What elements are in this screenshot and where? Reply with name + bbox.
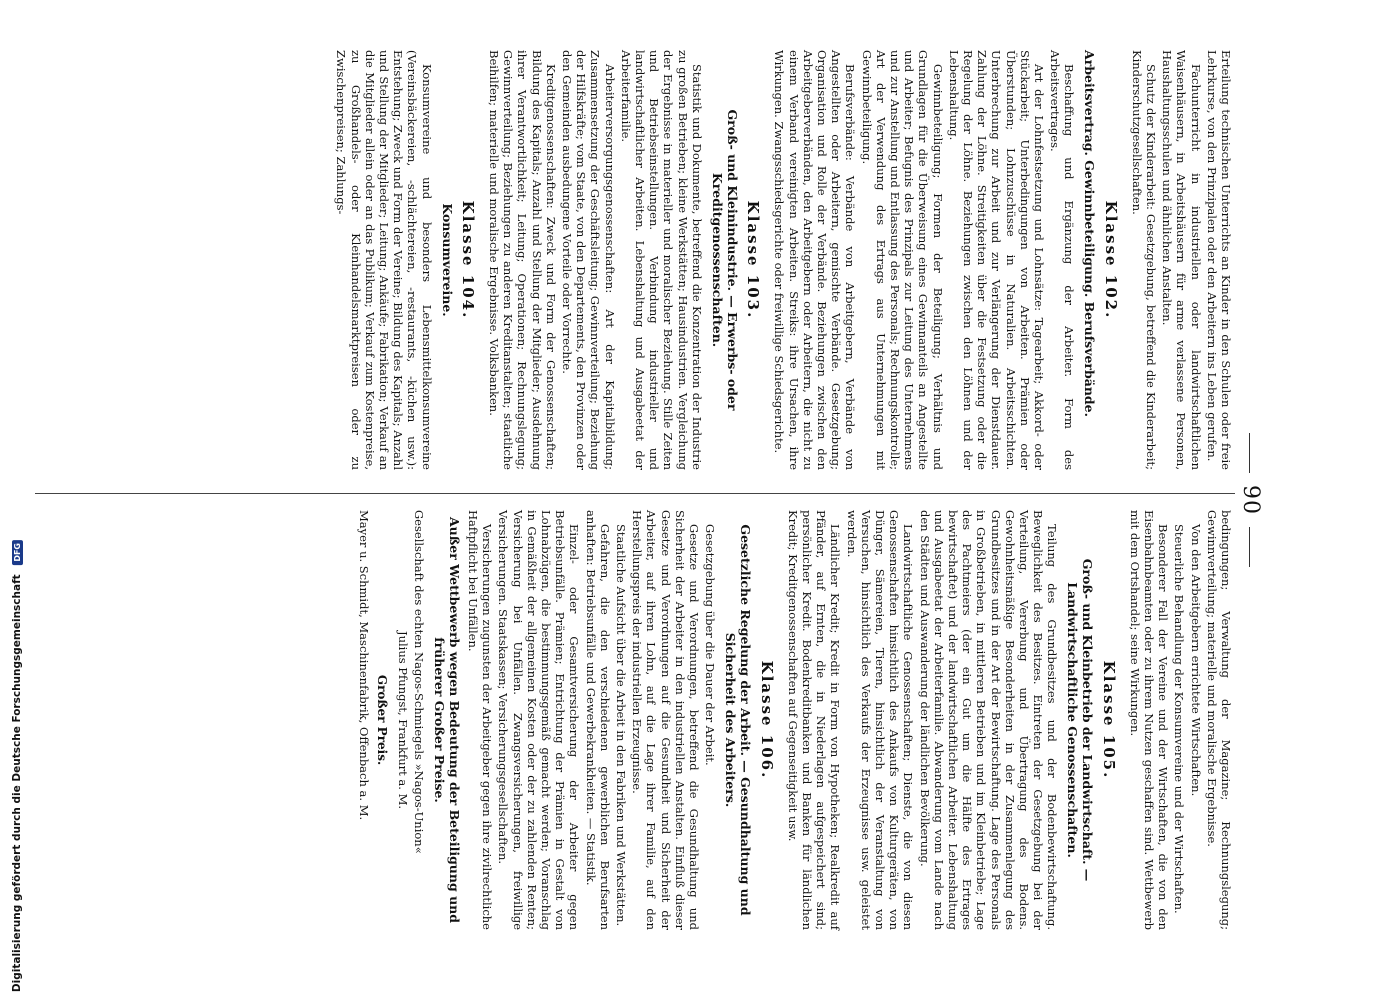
paragraph: Schutz der Kinderarbeit: Gesetzgebung, betreffend die Kinderarbeit; Kinderschutzgesellschaften. [1129,50,1158,470]
paragraph: Gesetze und Verordnungen, betreffend die Gesundhaltung und Sicherheit der Arbeiter in den industriellen Anstalten. Einfluß dieser Gesetze und Verordnungen auf die Gesundheit und Sicherheit der Arbeiter, auf ihren Lohn, auf die Lage ihrer Familie, auf den Herstellungspreis der industriellen Erzeugnisse. [630,510,702,930]
grand-prize-heading: Großer Preis. [375,674,390,766]
footer [11,0,23,1000]
paragraph: Staatliche Aufsicht über die Arbeit in den Fabriken und Werkstätten. [614,524,629,927]
prize-entry: Gesellschaft des echten Nagos-Schmiegels »Nagos-Union« [411,510,426,854]
grand-prize-entry: Mayer u. Schmidt, Maschinenfabrik, Offenbach a. M. [357,510,372,821]
footer-text: Digitalisierung gefördert durch die Deutsche Forschungsgemeinschaft DFG [11,540,23,992]
paragraph: Statistik und Dokumente, betreffend die Konzentration der Industrie zu großen Betrieben; kleine Werkstätten; Hausindustrien. Vergleichung der Ergebnisse in materieller und moralischer Beziehung. Stille Zeiten und Betriebseinstellungen. Verbindung industrieller und landwirtschaftlicher Arbeiten. Lebenshaltung und Ausgabeetat der Arbeiterfamilie. [618,50,704,470]
section-heading: Klasse 102. [1101,200,1120,320]
right-column [355,510,1233,930]
paragraph: Gefahren, die den verschiedenen gewerblichen Berufsarten anhaften: Betriebsunfälle und Gewerbekrankheiten. — Statistik. [583,510,612,930]
paragraph: Beschaffung und Ergänzung der Arbeiter. Form des Arbeitsvertrages. [1048,50,1077,470]
column-divider [35,493,1235,494]
section-title: Arbeitsvertrag. Gewinnbeteiligung. Berufsverbände. [1082,50,1098,417]
section-heading: Klasse 104. [458,200,477,320]
section-title: Gesetzliche Regelung der Arbeit. — Gesundhaltung und Sicherheit des Arbeiters. [723,524,754,916]
paragraph: Steuerliche Behandlung der Konsumvereine und der Wirtschaften. [1172,524,1187,914]
paragraph: Gewinnbeteiligung; Formen der Beteiligung; Verhältnis und Grundlagen für die Überweisung eines Gewinnanteils an Angestellte und Arbeiter; Befugnis des Prinzipals zur Leitung des Unternehmens und zur Anstellung und Entlassung des Personals; Rechnungskontrolle; Art der Verwendung des Ertrags aus Unternehmungen mit Gewinnbeteiligung. [859,50,945,470]
paragraph: Konsumvereine und besonders Lebensmittelkonsumvereine (Vereinsbäckereien, -schlächtereien, -restaurants, -küchen usw.): Entstehung; Zweck und Form der Vereine; Bildung des Kapitals; Anzahl und Stellung der Mitglieder; Leitung; Ankäufe; Fabrikation; Verkauf an die Mitglieder allein oder an das Publikum; Verkauf zum Kostenpreise, zu Großhandels- oder Kleinhandelsmarktpreisen oder zu Zwischenpreisen; Zahlungs- [334,50,434,470]
paragraph: Art der Lohnfestsetzung und Lohnsätze: Tagearbeit; Akkord- oder Stückarbeit; Unterbedingungen von Arbeiten. Prämien oder Überstunden; Lohnzuschüsse in Naturalien. Arbeitsschichten. Unterbrechung zur Arbeit und zur Verlängerung der Dienstdauer. Zahlung der Löhne. Streitigkeiten über die Festsetzung oder die Regelung der Löhne. Beziehungen zwischen den Löhnen und der Lebenshaltung. [946,50,1046,470]
prize-entry: Julius Pfungst, Frankfurt a. M. [395,630,410,810]
section-title: Groß- und Kleinbetrieb der Landwirtschaft. — Landwirtschaftliche Genossenschaften. [1065,558,1096,882]
paragraph: Erteilung technischen Unterrichts an Kinder in den Schulen oder freie Lehrkurse, von den Prinzipalen oder den Arbeitern ins Leben gerufen. [1204,50,1233,470]
section-heading: Klasse 106. [757,660,776,780]
section-heading: Klasse 103. [744,200,763,320]
paragraph: Kreditgenossenschaften: Zweck und Form der Genossenschaften; Bildung des Kapitals; Anzahl und Stellung der Mitglieder; Ausdehnung ihrer Verantwortlichkeit; Leitung; Operationen; Rechnungslegung; Gewinnverteilung; Beziehungen zu anderen Kreditanstalten; staatliche Beihilfen; materielle und moralische Ergebnisse. Volksbanken. [487,50,558,470]
paragraph: Berufsverbände: Verbände von Arbeitgebern, Verbände von Angestellten oder Arbeitern, gemischte Verbände. Gesetzgebung; Organisation und Rolle der Verbände. Beziehungen zwischen den Arbeitgeberverbänden, den Arbeitgebern oder Arbeitern, die nicht zu einem Verband vereinigten Arbeiten. Streiks: ihre Ursachen, ihre Wirkungen. Zwangsschiedsgerichte oder freiwillige Schiedsgerichte. [772,50,858,470]
paragraph: Arbeiterversorgungsgenossenschaften: Art der Kapitalbildung; Zusammensetzung der Geschäftsleitung; Gewinnverteilung; Beziehung der Hilfskräfte; vom Staate, von den Departements, den Provinzen oder den Gemeinden ausbedungene Vorteile oder Vorrechte. [560,50,617,470]
left-column [332,50,1233,470]
paragraph: Ländlicher Kredit; Kredit in Form von Hypotheken; Realkredit auf Pfänder, auf Ernten, die in Niederlagen aufgespeichert sind; persönlicher Kredit. Bodenkreditbanken und Banken für ländlichen Kredit; Kreditgenossenschaften auf Gegenseitigkeit usw. [785,510,843,930]
paragraph: Gesetzgebung über die Dauer der Arbeit. [703,524,718,766]
paragraph: Besonderer Fall der Vereine und der Wirtschaften, die von den Eisenbahnbeamten oder zu ihrem Nutzen geschaffen sind. Wettbewerb mit dem Ortshandel; seine Wirkungen. [1127,510,1171,930]
paragraph: bedingungen; Verwaltung der Magazine; Rechnungslegung; Gewinnverteilung; materielle und moralische Ergebnisse. [1204,510,1233,930]
paragraph: Teilung des Grundbesitzes und der Bodenbewirtschaftung. Beweglichkeit des Besitzes. Eintreten der Gesetzgebung bei der Verteilung, Vererbung und Übertragung des Bodens. Gewohnheitsmäßige Besonderheiten in der Zusammenlegung des Grundbesitzes und in der Art der Bewirtschaftung. Lage des Personals in Großbetrieben, in mittleren Betrieben und im Kleinbetriebe; Lage des Pachtmeiers (der ein Gut um die Hälfte des Ertrages bewirtschaftet) und der landwirtschaftlichen Arbeiter. Lebenshaltung und Ausgabeetat der Arbeiterfamilie. Abwanderung vom Lande nach den Städten und Auswanderung der ländlichen Bevölkerung. [917,510,1060,930]
dfg-logo: DFG [12,540,23,565]
paragraph: Einzel- oder Gesamtversicherung der Arbeiter gegen Betriebsunfälle. Prämien; Entrichtung der Prämien in Gestalt von Lohnabzügen, die bestimmungsgemäß gemacht werden; Voranschlag in Gemäßheit der allgemeinen Kosten oder der zu zahlenden Renten; Versicherung bei Unfällen. Zwangsversicherungen, freiwillige Versicherungen. Staatskassen; Versicherungsgesellschaften. [496,510,582,930]
page-number: 90 [1238,0,1263,1000]
section-heading: Klasse 105. [1099,660,1118,780]
paragraph: Versicherungen zugunsten der Arbeitgeber gegen ihre zivilrechtliche Haftpflicht bei Unfällen. [466,510,495,930]
section-title: Groß- und Kleinindustrie. — Erwerbs- oder Kreditgenossenschaften. [709,109,740,411]
prize-heading: Außer Wettbewerb wegen Bedeutung der Beteiligung und früherer Großer Preise. [431,516,462,923]
paragraph: Landwirtschaftliche Genossenschaften; Dienste, die von diesen Genossenschaften hinsichtlich des Ankaufs von Kulturgeräten, von Dünger, Sämereien, Tieren, hinsichtlich der Veranstaltung von Versuchen, hinsichtlich des Verkaufs der Erzeugnisse usw. geleistet werden. [844,510,916,930]
paragraph: Von den Arbeitgebern errichtete Wirtschaften. [1188,524,1203,797]
paragraph: Fachunterricht in industriellen oder landwirtschaftlichen Waisenhäusern, in Arbeitshäusern für arme verlassene Personen, Haushaltungsschulen und ähnlichen Anstalten. [1160,50,1203,470]
section-title: Konsumvereine. [439,203,455,317]
